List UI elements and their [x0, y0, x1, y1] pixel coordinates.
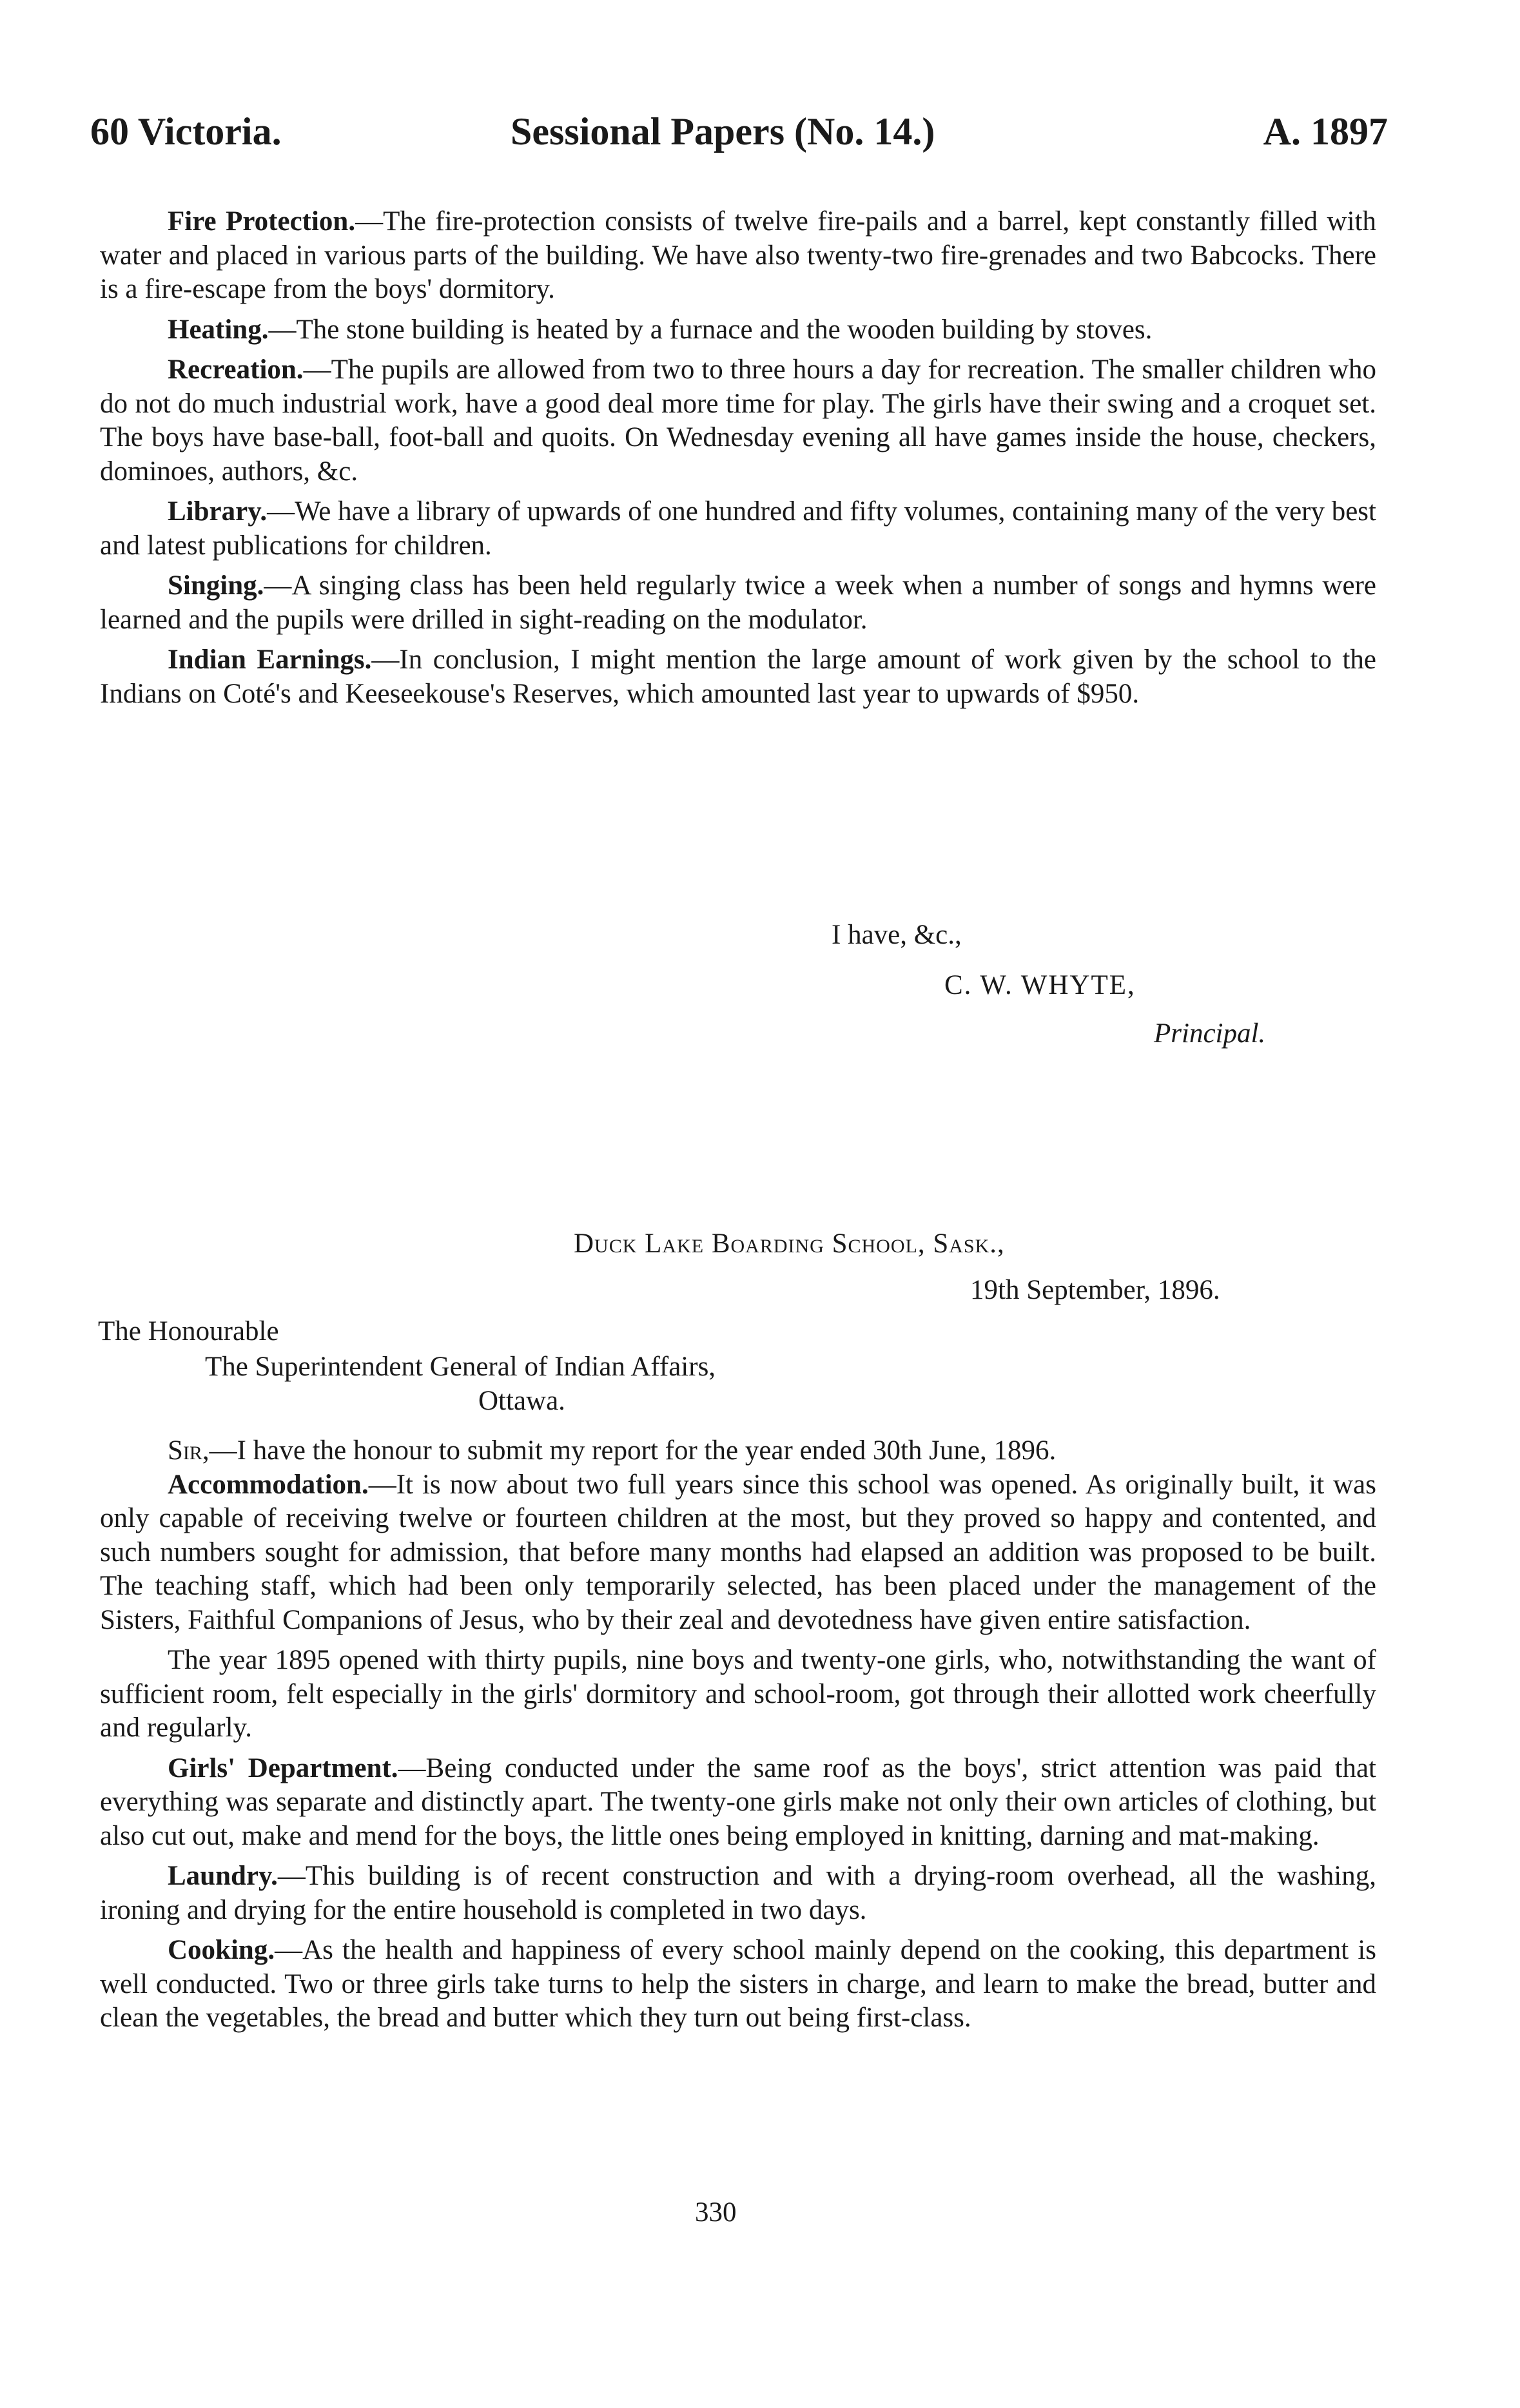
header-volume: 60 Victoria.: [90, 110, 282, 153]
paragraph-library: [100, 495, 1376, 563]
paragraph-pupils-1895: The year 1895 opened with thirty pupils, nine boys and twenty-one girls, who, notwithstanding the want of sufficient room, felt especially in the girls' dormitory and school-room, got through their allotted work cheerfully and regularly.: [100, 1645, 1376, 1743]
header-series: Sessional Papers (No. 14.): [511, 110, 935, 153]
paragraph-laundry: [100, 1859, 1376, 1927]
letter-date: 19th September, 1896.: [970, 1275, 1220, 1305]
paragraph-text: —The stone building is heated by a furnace and the wooden building by stoves.: [268, 314, 1153, 345]
signature-name: C. W. WHYTE,: [944, 970, 1136, 1000]
paragraph-girls-department: [100, 1752, 1376, 1854]
report-section-2: [100, 1434, 1376, 2042]
paragraph-text: —A singing class has been held regularly twice a week when a number of songs and hymns were learned and the pupils were drilled in sight-reading on the modulator.: [100, 570, 1376, 635]
paragraph-cooking: [100, 1934, 1376, 2035]
paragraph-recreation: [100, 353, 1376, 489]
run-in-heading: Library.: [168, 496, 268, 527]
paragraph-text: —I have the honour to submit my report for the year ended 30th June, 1896.: [209, 1435, 1057, 1466]
run-in-heading: Heating.: [168, 314, 269, 345]
run-in-heading: Fire Protection.: [168, 206, 356, 237]
paragraph-heating: [100, 313, 1376, 347]
paragraph-text: —As the health and happiness of every school mainly depend on the cooking, this department is well conducted. Two or three girls take turns to help the sisters in charge, and learn to make the bread, butter and clean the vegetables, the bread and butter which they turn out being first-class.: [100, 1935, 1376, 2033]
paragraph-indian-earnings: [100, 643, 1376, 711]
run-in-heading: Singing.: [168, 570, 264, 601]
paragraph-singing: [100, 569, 1376, 637]
paragraph-accommodation: [100, 1468, 1376, 1638]
paragraph-text: —Being conducted under the same roof as the boys', strict attention was paid that everything was separate and distinctly apart. The twenty-one girls make not only their own articles of clothing, but also cut out, make and mend for the boys, the little ones being employed in knitting, darning and mat-making.: [100, 1753, 1376, 1851]
signature-title: Principal.: [1154, 1018, 1266, 1049]
paragraph-text: —We have a library of upwards of one hundred and fifty volumes, containing many of the very best and latest publications for children.: [100, 496, 1376, 561]
paragraph-text: —The fire-protection consists of twelve fire-pails and a barrel, kept constantly filled with water and placed in various parts of the building. We have also twenty-two fire-grenades and two Babcocks. There is a fire-escape from the boys' dormitory.: [100, 206, 1377, 304]
page-number: 330: [695, 2197, 737, 2228]
run-in-heading: Indian Earnings.: [168, 645, 372, 675]
paragraph-text: —The pupils are allowed from two to three hours a day for recreation. The smaller children who do not do much industrial work, have a good deal more time for play. The girls have their swing and a croquet set. The boys have base-ball, foot-ball and quoits. On Wednesday evening all have games inside the house, checkers, dominoes, authors, &c.: [100, 354, 1376, 487]
closing-phrase: I have, &c.,: [832, 920, 962, 950]
recipient-line-3: Ottawa.: [478, 1386, 565, 1416]
header-year: A. 1897: [1263, 110, 1388, 153]
run-in-heading: Girls' Department.: [168, 1753, 398, 1783]
paragraph-text: —In conclusion, I might mention the large amount of work given by the school to the Indians on Coté's and Keeseekouse's Reserves, which amounted last year to upwards of $950.: [100, 645, 1376, 709]
recipient-line-1: The Honourable: [98, 1316, 279, 1346]
paragraph-text: —It is now about two full years since this school was opened. As originally built, it was only capable of receiving twelve or fourteen children at the most, but they proved so happy and contented, and such numbers sought for admission, that before many months had elapsed an addition was proposed to be built. The teaching staff, which had been only temporarily selected, has been placed under the management of the Sisters, Faithful Companions of Jesus, who by their zeal and devotedness have given entire satisfaction.: [100, 1469, 1376, 1635]
run-in-heading: Accommodation.: [168, 1469, 369, 1500]
run-in-heading: Cooking.: [168, 1935, 275, 1965]
paragraph-fire-protection: [100, 205, 1376, 307]
salutation: Sir,: [168, 1435, 209, 1466]
paragraph-text: —This building is of recent construction and with a drying-room overhead, all the washing, ironing and drying for the entire household is completed in two days.: [100, 1861, 1376, 1925]
run-in-heading: Laundry.: [168, 1861, 278, 1891]
running-header: [90, 110, 1388, 168]
recipient-line-2: The Superintendent General of Indian Affairs,: [205, 1352, 716, 1382]
paragraph-salutation: [100, 1434, 1376, 1468]
run-in-heading: Recreation.: [168, 354, 304, 385]
report-section-1: [100, 205, 1376, 717]
letter-address: Duck Lake Boarding School, Sask.,: [574, 1228, 1005, 1259]
